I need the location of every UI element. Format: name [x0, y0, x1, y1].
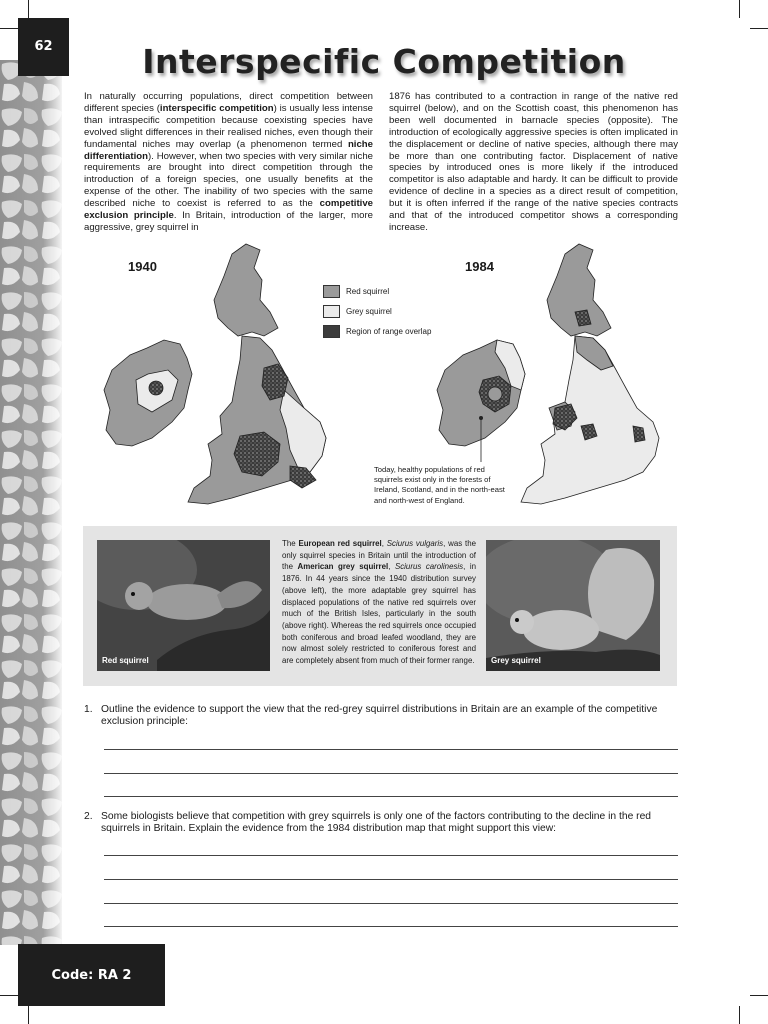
crop-mark — [0, 995, 18, 996]
legend-label: Grey squirrel — [346, 306, 392, 316]
answer-line[interactable] — [104, 796, 678, 797]
panel-run: American grey squirrel — [297, 562, 389, 572]
intro-column-right: 1876 has contributed to a contraction in range of the native red squirrel (below), and on the Scottish coast, this phenomenon has been well documented in barnacle species (opposite). The introduction of ecologically aggressive species is often implicated in the displacement or decline of native species, although there may be more than one contributing factor. Displacement of native species by introduced ones is more likely if the introduced competitor is also adaptable and hardy. It can be difficult to provide evidence of decline in a species as a direct result of competition, but it is often inferred if the range of the native species contracts and that of the introduced competitor shows a corresponding increase. — [389, 91, 678, 233]
panel-run: , was the only squirrel species in Britain until the introduction of the — [282, 539, 476, 572]
answer-line[interactable] — [104, 773, 678, 774]
panel-run: , — [388, 562, 395, 572]
legend-swatch-grey — [323, 305, 340, 318]
question-text: Outline the evidence to support the view that the red-grey squirrel distributions in Britain are an example of the competitive exclusion principle: — [101, 704, 658, 728]
panel-run: The — [282, 539, 299, 548]
intro-column-left — [84, 91, 373, 234]
intro-run: competitive exclusion principle — [84, 198, 373, 222]
panel-run: Sciurus carolinesis — [394, 562, 464, 572]
panel-run: European red squirrel — [298, 539, 382, 548]
grey-squirrel-photo — [486, 540, 660, 671]
answer-line[interactable] — [104, 749, 678, 750]
crop-mark — [28, 1006, 29, 1024]
panel-run: Sciurus vulgaris — [386, 539, 444, 548]
overlap-region-1940 — [149, 381, 163, 395]
legend-swatch-overlap — [323, 325, 340, 338]
intro-run: ). However, when two species with very similar niche requirements are brought into direct competition through the introduction of a foreign species, one usually benefits at the expense of the other. The inability of two species with the same described niche to coexist is referred to as the — [84, 150, 373, 210]
map-legend — [323, 281, 431, 341]
crop-mark — [739, 1006, 740, 1024]
overlap-region-1984 — [633, 426, 645, 442]
crop-mark — [28, 0, 29, 18]
answer-line[interactable] — [104, 855, 678, 856]
intro-run: In naturally occurring populations, direct competition between different species ( — [84, 91, 373, 114]
question-number: 1. — [84, 704, 93, 715]
legend-label: Red squirrel — [346, 286, 390, 296]
crop-mark — [750, 28, 768, 29]
intro-run: interspecific competition — [159, 102, 274, 114]
legend-item — [323, 281, 431, 301]
question-number: 2. — [84, 811, 93, 822]
scotland-1940 — [214, 244, 278, 336]
legend-item — [323, 321, 431, 341]
legend-label: Region of range overlap — [346, 326, 432, 336]
map-year-1984: 1984 — [465, 259, 494, 274]
grey-squirrel-label: Grey squirrel — [491, 656, 541, 665]
panel-description — [282, 538, 476, 667]
squirrel-body — [523, 610, 599, 650]
squirrel-body — [147, 584, 227, 620]
crop-mark — [739, 0, 740, 18]
map-callout: Today, healthy populations of red squirrels exist only in the forests of Ireland, Scotland, and in the north-east and north-west of England. — [374, 465, 505, 505]
map-1940 — [92, 240, 334, 510]
page-title: Interspecific Competition — [142, 42, 626, 81]
decorative-side-strip — [0, 60, 62, 945]
crop-mark — [0, 28, 18, 29]
panel-run: , — [381, 539, 387, 548]
page-number: 62 — [18, 18, 69, 76]
intro-run: niche differentiation — [84, 138, 373, 162]
code-label: Code: RA 2 — [18, 944, 165, 1006]
red-squirrel-label: Red squirrel — [102, 656, 149, 665]
crop-mark — [750, 995, 768, 996]
question-1 — [84, 704, 684, 729]
answer-line[interactable] — [104, 926, 678, 927]
intro-run: . In Britain, introduction of the larger, more aggressive, grey squirrel in — [84, 210, 373, 233]
panel-run: , in 1876. In 44 years since the 1940 distribution survey (above left), the more adaptable grey squirrel has displaced populations of the native red squirrels over much of the British Isles, particularly in the south (above right). Whereas the red squirrels once occupied both coniferous and broad leafed woodland, they are now almost solely restricted to coniferous forest and are completely absent from much of their former range. — [282, 562, 476, 666]
question-2 — [84, 811, 684, 836]
question-text: Some biologists believe that competition with grey squirrels is only one of the factors contributing to the decline in the red squirrels in Britain. Explain the evidence from the 1984 distribution map that might support this view: — [101, 811, 652, 835]
red-squirrel-photo — [97, 540, 270, 671]
legend-item — [323, 301, 431, 321]
intro-run: ) is usually less intense than intraspecific competition because coexisting species have evolved slight differences in their realised niches, even though their fundamental niches may overlap (a phenomenon termed — [84, 102, 374, 150]
map-year-1940: 1940 — [128, 259, 157, 274]
answer-line[interactable] — [104, 879, 678, 880]
answer-line[interactable] — [104, 903, 678, 904]
legend-swatch-red — [323, 285, 340, 298]
